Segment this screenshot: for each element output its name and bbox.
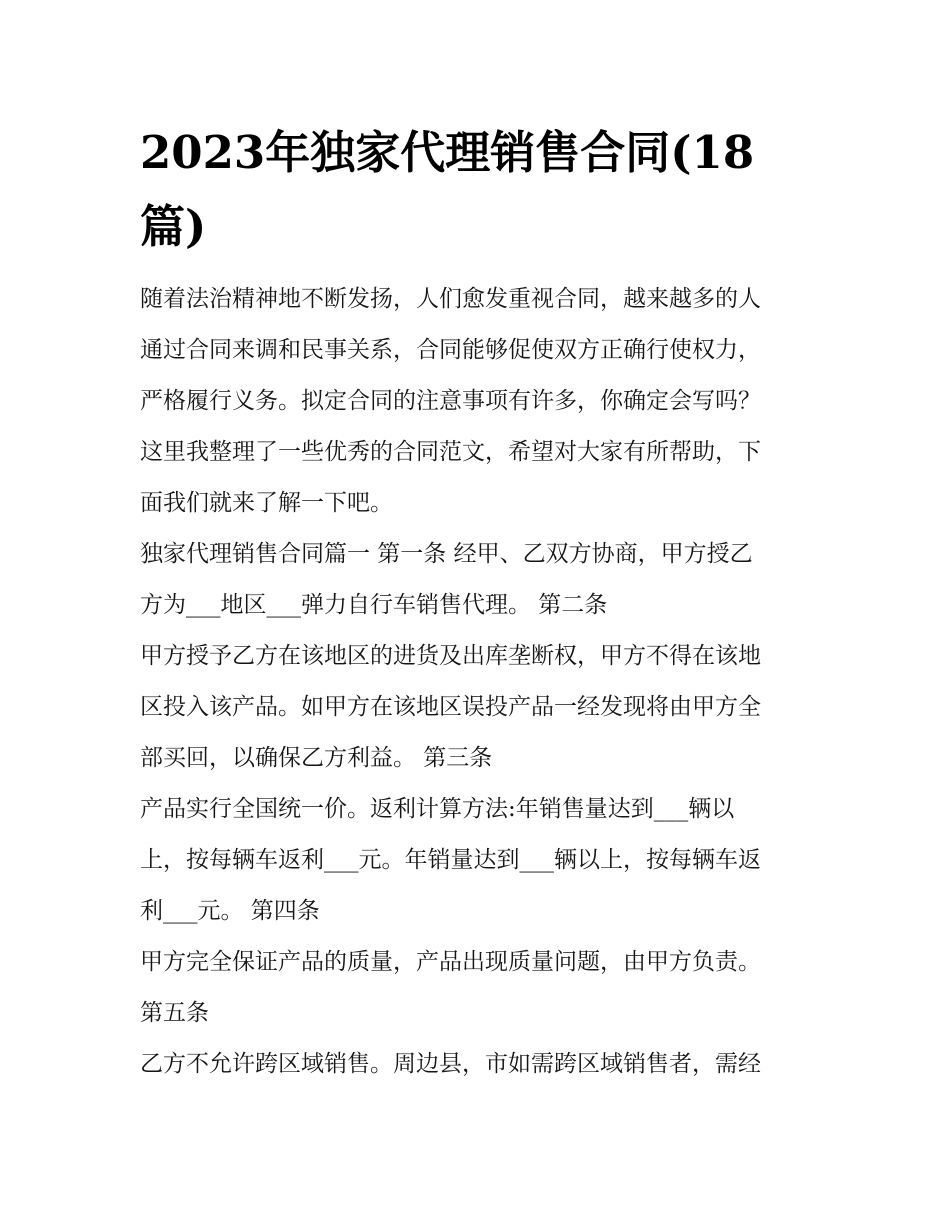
body-line: 这里我整理了一些优秀的合同范文，希望对大家有所帮助，下 <box>140 439 761 465</box>
body-line: 上，按每辆车返利___元。年销量达到___辆以上，按每辆车返 <box>140 847 761 873</box>
body-line: 独家代理销售合同篇一 第一条 经甲、乙双方协商，甲方授乙 <box>140 541 753 567</box>
body-line: 区投入该产品。如甲方在该地区误投产品一经发现将由甲方全 <box>140 694 761 720</box>
body-line: 甲方授予乙方在该地区的进货及出库垄断权，甲方不得在该地 <box>140 643 761 669</box>
body-line: 利___元。 第四条 <box>140 898 320 924</box>
body-line: 第五条 <box>140 1000 209 1026</box>
title-line-2: 篇) <box>140 200 207 253</box>
body-line: 乙方不允许跨区域销售。周边县，市如需跨区域销售者，需经 <box>140 1051 761 1077</box>
body-line: 面我们就来了解一下吧。 <box>140 490 393 516</box>
body-line: 严格履行义务。拟定合同的注意事项有许多，你确定会写吗？ <box>140 388 761 414</box>
document-body <box>140 274 830 1090</box>
body-line: 方为___地区___弹力自行车销售代理。 第二条 <box>140 592 608 618</box>
title-line-1: 2023年独家代理销售合同(18 <box>140 126 755 179</box>
body-line: 部买回，以确保乙方利益。 第三条 <box>140 745 493 771</box>
body-line: 甲方完全保证产品的质量，产品出现质量问题，由甲方负责。 <box>140 949 761 975</box>
body-line: 随着法治精神地不断发扬，人们愈发重视合同，越来越多的人 <box>140 286 761 312</box>
body-line: 产品实行全国统一价。返利计算方法:年销售量达到___辆以 <box>140 796 735 822</box>
document-title <box>140 116 820 264</box>
body-line: 通过合同来调和民事关系，合同能够促使双方正确行使权力， <box>140 337 761 363</box>
